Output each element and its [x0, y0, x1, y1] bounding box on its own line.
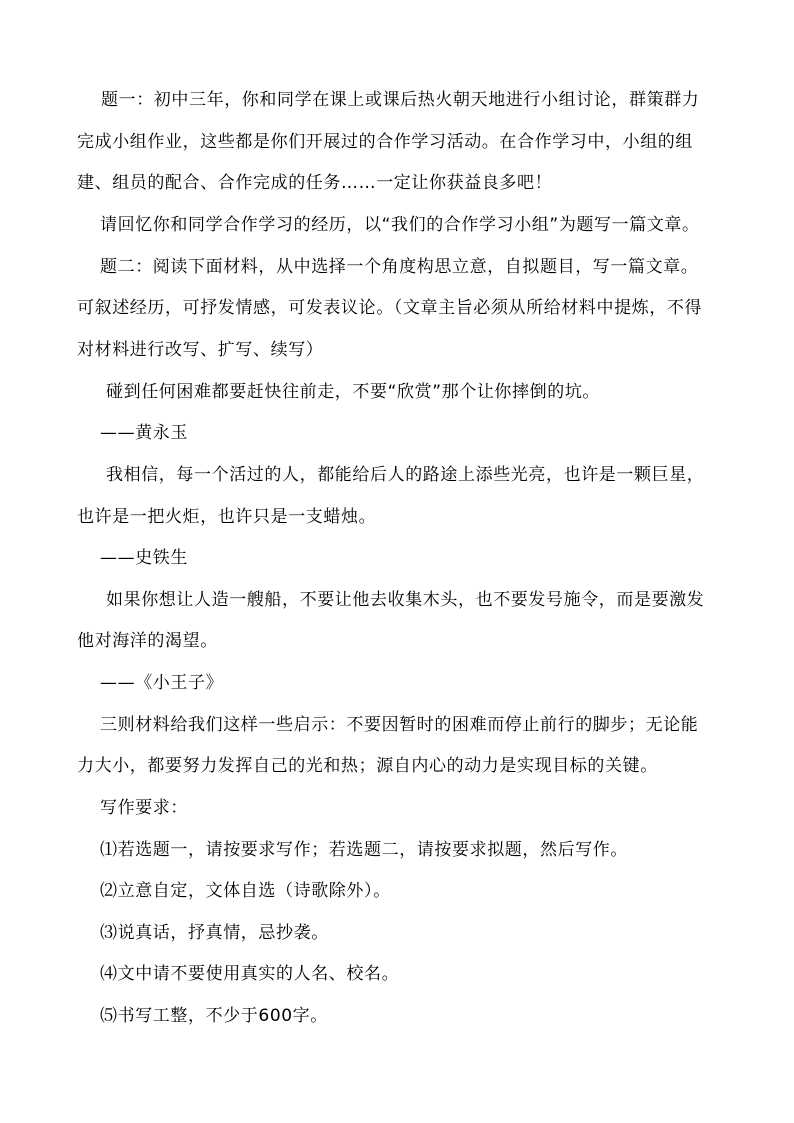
text-line-quote1-author: ——黄永玉: [100, 423, 188, 443]
text-line-requirement-1: ⑴若选题一，请按要求写作；若选题二，请按要求拟题，然后写作。: [100, 840, 628, 860]
text-line-quote2-author: ——史铁生: [100, 548, 188, 568]
text-line-topic1-cont1: 完成小组作业，这些都是你们开展过的合作学习活动。在合作学习中，小组的组: [77, 132, 693, 152]
text-line-quote2-cont: 也许是一把火炬，也许只是一支蜡烛。: [77, 507, 377, 527]
text-line-requirement-5: ⑸书写工整，不少于600字。: [100, 1006, 328, 1026]
text-line-topic1-intro: 题一：初中三年，你和同学在课上或课后热火朝天地进行小组讨论，群策群力: [101, 90, 700, 110]
text-line-requirements-heading: 写作要求：: [100, 798, 188, 818]
text-line-topic2-cont2: 对材料进行改写、扩写、续写）: [77, 340, 324, 360]
text-line-quote2: 我相信，每一个活过的人，都能给后人的路途上添些光亮，也许是一颗巨星，: [106, 465, 705, 485]
text-line-quote1: 碰到任何困难都要赶快往前走，不要“欣赏”那个让你摔倒的坑。: [106, 382, 601, 402]
text-line-summary: 三则材料给我们这样一些启示：不要因暂时的困难而停止前行的脚步；无论能: [100, 715, 699, 735]
text-line-requirement-4: ⑷文中请不要使用真实的人名、校名。: [100, 964, 400, 984]
text-line-quote3: 如果你想让人造一艘船，不要让他去收集木头，也不要发号施令，而是要激发: [106, 590, 705, 610]
text-line-quote3-cont: 他对海洋的渴望。: [77, 631, 218, 651]
text-line-summary-cont: 力大小，都要努力发挥自己的光和热；源自内心的动力是实现目标的关键。: [77, 756, 658, 776]
text-line-topic1-prompt: 请回忆你和同学合作学习的经历，以“我们的合作学习小组”为题写一篇文章。: [100, 215, 700, 235]
text-line-topic2-intro: 题二：阅读下面材料，从中选择一个角度构思立意，自拟题目，写一篇文章。: [100, 257, 699, 277]
text-line-requirement-2: ⑵立意自定，文体自选（诗歌除外）。: [100, 881, 391, 901]
text-line-topic1-cont2: 建、组员的配合、合作完成的任务……一定让你获益良多吧！: [77, 173, 553, 193]
text-line-quote3-author: ——《小王子》: [100, 673, 224, 693]
text-line-requirement-3: ⑶说真话，抒真情，忌抄袭。: [100, 923, 329, 943]
text-line-topic2-cont1: 可叙述经历，可抒发情感，可发表议论。（文章主旨必须从所给材料中提炼，不得: [77, 298, 703, 318]
